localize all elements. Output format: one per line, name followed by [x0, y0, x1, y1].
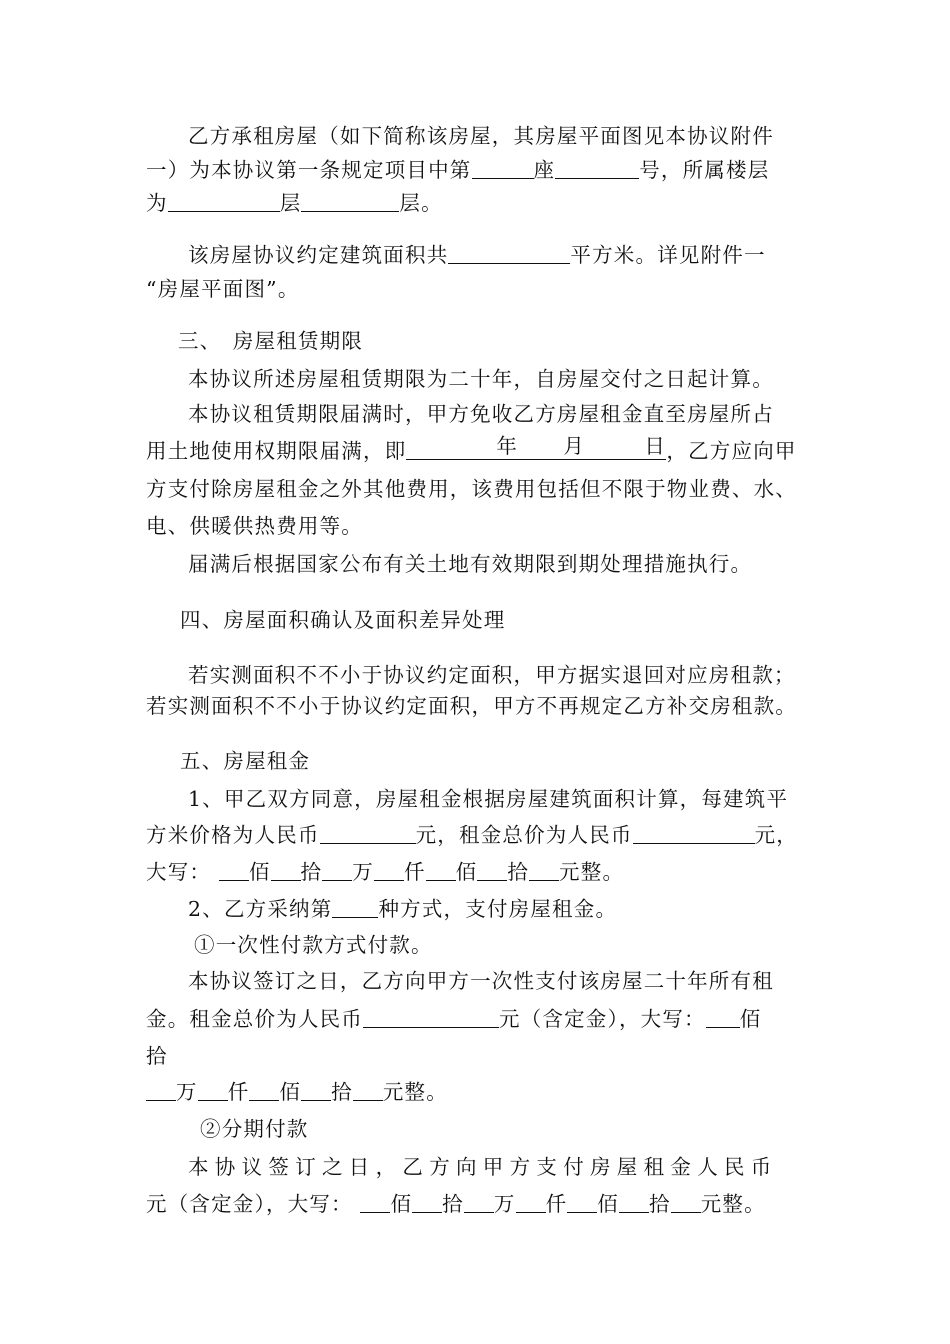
- blank-amount[interactable]: [322, 860, 352, 881]
- section-heading: [180, 746, 310, 776]
- text: 元整。: [700, 1192, 766, 1216]
- paragraph-line: [146, 1004, 761, 1034]
- text: 佰: [455, 860, 478, 884]
- text: ①一次性付款方式付款。: [194, 933, 433, 957]
- blank-floor-to[interactable]: [301, 191, 399, 212]
- text-day: 日: [644, 434, 667, 458]
- blank-amount[interactable]: [360, 1192, 390, 1213]
- paragraph-line: [146, 1041, 168, 1071]
- paragraph-line: [188, 894, 617, 924]
- text: 佰: [390, 1192, 413, 1216]
- blank-amount[interactable]: [374, 860, 404, 881]
- text: 一）为本协议第一条规定项目中第: [146, 158, 472, 182]
- blank-amount[interactable]: [516, 1192, 546, 1213]
- text: 万: [352, 860, 374, 884]
- text: 该房屋协议约定建筑面积共: [188, 243, 449, 267]
- blank-amount[interactable]: [671, 1192, 701, 1213]
- text: 拾: [442, 1192, 464, 1216]
- text: 拾: [648, 1192, 671, 1216]
- text: 电、供暖供热费用等。: [146, 514, 363, 538]
- text: 号，所属楼层: [639, 158, 770, 182]
- text: 拾: [331, 1080, 353, 1104]
- blank-amount[interactable]: [619, 1192, 649, 1213]
- text: 用土地使用权期限届满，即: [146, 439, 407, 463]
- blank-amount[interactable]: [219, 860, 249, 881]
- blank-total-price[interactable]: [633, 823, 755, 844]
- text: 若实测面积不不小于协议约定面积，甲方据实退回对应房租款；: [188, 663, 796, 687]
- text: 平方米。详见附件一: [570, 243, 766, 267]
- paragraph-line: [146, 188, 443, 218]
- paragraph-line: [188, 121, 774, 151]
- paragraph-line: [188, 660, 796, 690]
- blank-block-number[interactable]: [472, 158, 534, 179]
- blank-amount[interactable]: [146, 1080, 176, 1101]
- blank-amount[interactable]: [198, 1080, 228, 1101]
- text: 元整。: [382, 1080, 448, 1104]
- paragraph-line: [146, 857, 624, 887]
- blank-amount[interactable]: [426, 860, 456, 881]
- text: 方米价格为人民币: [146, 823, 320, 847]
- blank-amount[interactable]: [249, 1080, 279, 1101]
- blank-amount[interactable]: [464, 1192, 494, 1213]
- text: 座: [533, 158, 556, 182]
- blank-amount[interactable]: [567, 1192, 597, 1213]
- paragraph-line: [146, 474, 797, 504]
- text: 本协议签订之日，乙方向甲方支付房屋租金人民币: [188, 1155, 778, 1179]
- text: 元整。: [559, 860, 625, 884]
- blank-expiry-date[interactable]: [406, 434, 667, 460]
- text: 仟: [227, 1080, 250, 1104]
- text: 2、乙方采纳第: [188, 897, 333, 921]
- blank-amount[interactable]: [706, 1007, 740, 1028]
- text: 元（含定金），大写：: [499, 1007, 706, 1031]
- blank-total-price[interactable]: [363, 1007, 499, 1028]
- blank-method[interactable]: [332, 897, 378, 918]
- paragraph-line: [188, 966, 774, 996]
- text: “房屋平面图”。: [146, 277, 300, 301]
- option-heading: [194, 930, 433, 960]
- paragraph-line: [188, 549, 752, 579]
- text: 层。: [399, 191, 443, 215]
- text: 金。租金总价为人民币: [146, 1007, 363, 1031]
- paragraph-line: [146, 436, 797, 466]
- paragraph-line: [188, 399, 774, 429]
- text: ②分期付款: [200, 1117, 309, 1141]
- heading-text: 五、房屋租金: [180, 749, 311, 773]
- section-heading: [178, 326, 363, 356]
- text: 拾: [146, 1044, 168, 1068]
- paragraph-line: [146, 274, 300, 304]
- text: 本协议租赁期限届满时，甲方免收乙方房屋租金直至房屋所占: [188, 402, 774, 426]
- text: 层: [279, 191, 302, 215]
- text: 万: [176, 1080, 198, 1104]
- heading-text: 三、 房屋租赁期限: [178, 329, 364, 353]
- text: 仟: [545, 1192, 568, 1216]
- text: 仟: [403, 860, 426, 884]
- text: 大写：: [146, 860, 212, 884]
- text: 种方式，支付房屋租金。: [378, 897, 618, 921]
- text: 拾: [300, 860, 323, 884]
- text: 方支付除房屋租金之外其他费用，该费用包括但不限于物业费、水、: [146, 477, 797, 501]
- option-heading: [200, 1114, 309, 1144]
- blank-area[interactable]: [448, 243, 570, 264]
- blank-amount[interactable]: [477, 860, 507, 881]
- text: 为: [146, 191, 168, 215]
- text: 元，: [754, 823, 799, 847]
- blank-amount[interactable]: [529, 860, 559, 881]
- paragraph-line: [146, 820, 798, 850]
- text: ，乙方应向甲: [666, 439, 797, 463]
- text: 乙方承租房屋（如下简称该房屋，其房屋平面图见本协议附件: [188, 124, 774, 148]
- paragraph-line: [146, 691, 797, 721]
- paragraph-line: [188, 240, 766, 270]
- text: 佰: [739, 1007, 762, 1031]
- blank-amount[interactable]: [301, 1080, 331, 1101]
- text: 拾: [507, 860, 530, 884]
- paragraph-line: [146, 1189, 766, 1219]
- text-year: 年: [496, 434, 519, 458]
- text: 本协议所述房屋租赁期限为二十年，自房屋交付之日起计算。: [188, 367, 774, 391]
- paragraph-line: [146, 511, 363, 541]
- heading-text: 四、房屋面积确认及面积差异处理: [180, 608, 506, 632]
- paragraph-line: [146, 1077, 448, 1107]
- text: 元，租金总价为人民币: [415, 823, 633, 847]
- text: 若实测面积不不小于协议约定面积，甲方不再规定乙方补交房租款。: [146, 694, 797, 718]
- paragraph-line: [146, 155, 769, 185]
- section-heading: [180, 605, 506, 635]
- blank-amount[interactable]: [412, 1192, 442, 1213]
- text-month: 月: [563, 434, 586, 458]
- paragraph-line: [188, 1152, 778, 1182]
- blank-amount[interactable]: [271, 860, 301, 881]
- text: 1、甲乙双方同意，房屋租金根据房屋建筑面积计算，每建筑平: [188, 787, 789, 811]
- text: 佰: [279, 1080, 302, 1104]
- text: 届满后根据国家公布有关土地有效期限到期处理措施执行。: [188, 552, 753, 576]
- text: 元（含定金），大写：: [146, 1192, 353, 1216]
- text: 佰: [597, 1192, 619, 1216]
- text: 佰: [248, 860, 271, 884]
- blank-floor-from[interactable]: [168, 191, 280, 212]
- blank-amount[interactable]: [353, 1080, 383, 1101]
- text: 本协议签订之日，乙方向甲方一次性支付该房屋二十年所有租: [188, 969, 774, 993]
- blank-unit-number[interactable]: [555, 158, 639, 179]
- text: 万: [493, 1192, 516, 1216]
- paragraph-line: [188, 784, 788, 814]
- blank-unit-price[interactable]: [320, 823, 416, 844]
- paragraph-line: [188, 364, 774, 394]
